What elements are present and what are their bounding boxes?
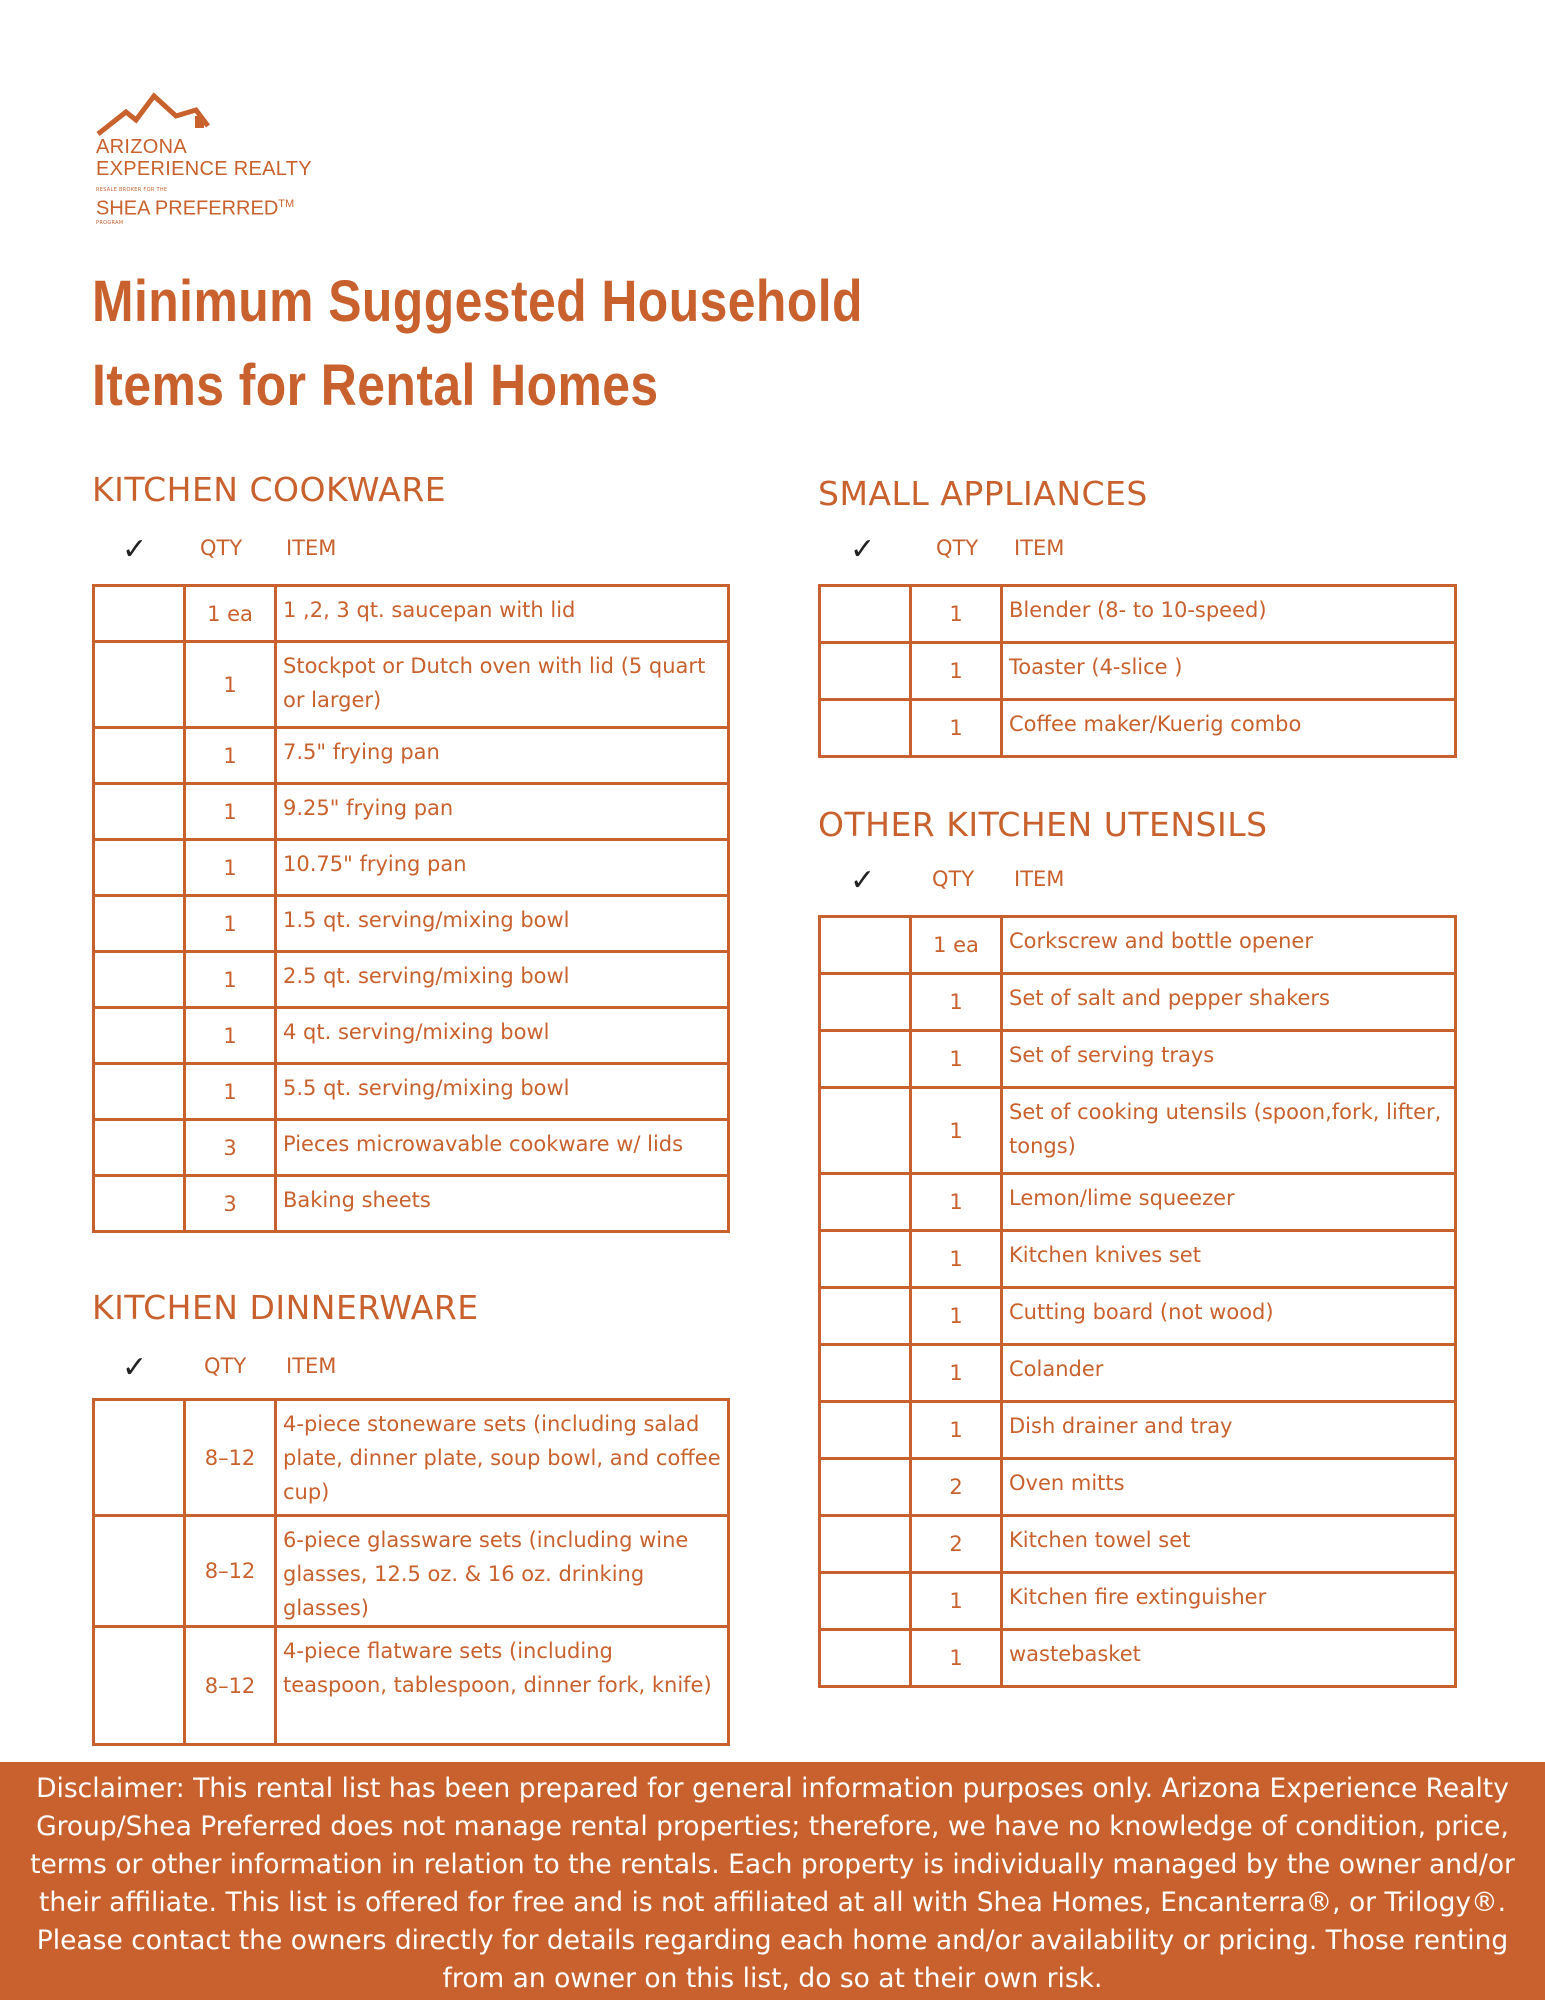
table-row [94, 1120, 729, 1176]
qty-cell: 1 [911, 1630, 1002, 1687]
section-small-appliances [818, 474, 1457, 740]
qty-cell: 8–12 [185, 1627, 276, 1745]
item-cell: 10.75" frying pan [276, 840, 729, 896]
table-row [94, 784, 729, 840]
qty-cell: 1 [185, 642, 276, 728]
table-row [820, 1231, 1456, 1288]
qty-cell: 1 [911, 1174, 1002, 1231]
table-row [94, 896, 729, 952]
qty-cell: 1 [911, 1573, 1002, 1630]
table-row [820, 643, 1456, 700]
table-row [820, 1402, 1456, 1459]
column-headers [818, 863, 1457, 898]
checkbox-cell[interactable] [94, 1120, 185, 1176]
item-cell: 1 ,2, 3 qt. saucepan with lid [276, 586, 729, 642]
table-row [820, 974, 1456, 1031]
checkmark-icon: ✓ [122, 1350, 148, 1385]
item-cell: wastebasket [1002, 1630, 1456, 1687]
cookware-table [92, 584, 730, 1233]
item-header: ITEM [286, 536, 337, 560]
qty-cell: 1 [185, 1064, 276, 1120]
qty-header: QTY [204, 1354, 247, 1378]
qty-cell: 1 [911, 1031, 1002, 1088]
checkbox-cell[interactable] [820, 1174, 911, 1231]
table-row [820, 1088, 1456, 1174]
qty-cell: 1 [911, 1231, 1002, 1288]
checkbox-cell[interactable] [94, 896, 185, 952]
table-row [94, 952, 729, 1008]
item-cell: Cutting board (not wood) [1002, 1288, 1456, 1345]
item-cell: 4-piece flatware sets (including teaspoon, tablespoon, dinner fork, knife) [276, 1627, 729, 1745]
logo-shea-preferred: SHEA PREFERRED™ [96, 197, 295, 220]
logo-line-arizona: ARIZONA [96, 136, 187, 158]
section-kitchen-cookware [92, 470, 730, 1216]
table-row [94, 642, 729, 728]
item-cell: Corkscrew and bottle opener [1002, 917, 1456, 974]
qty-cell: 1 ea [185, 586, 276, 642]
item-cell: 2.5 qt. serving/mixing bowl [276, 952, 729, 1008]
qty-cell: 1 [185, 952, 276, 1008]
table-row [820, 1345, 1456, 1402]
table-row [94, 840, 729, 896]
checkbox-cell[interactable] [94, 952, 185, 1008]
qty-cell: 1 [185, 728, 276, 784]
qty-cell: 1 [911, 700, 1002, 757]
utensils-table [818, 915, 1457, 1688]
item-cell: 9.25" frying pan [276, 784, 729, 840]
checkbox-cell[interactable] [820, 1630, 911, 1687]
table-row [820, 700, 1456, 757]
checkbox-cell[interactable] [820, 1402, 911, 1459]
checkbox-cell[interactable] [820, 1288, 911, 1345]
checkmark-icon: ✓ [850, 863, 876, 898]
qty-cell: 2 [911, 1516, 1002, 1573]
item-cell: 7.5" frying pan [276, 728, 729, 784]
section-other-kitchen-utensils [818, 805, 1457, 1670]
checkbox-cell[interactable] [820, 1573, 911, 1630]
checkbox-cell[interactable] [94, 1400, 185, 1516]
qty-cell: 1 [911, 1345, 1002, 1402]
item-cell: Oven mitts [1002, 1459, 1456, 1516]
section-heading: SMALL APPLIANCES [818, 474, 1148, 513]
table-row [820, 1031, 1456, 1088]
checkbox-cell[interactable] [820, 1516, 911, 1573]
item-cell: Coffee maker/Kuerig combo [1002, 700, 1456, 757]
item-cell: 4 qt. serving/mixing bowl [276, 1008, 729, 1064]
qty-cell: 1 ea [911, 917, 1002, 974]
item-cell: 5.5 qt. serving/mixing bowl [276, 1064, 729, 1120]
checkbox-cell[interactable] [820, 1345, 911, 1402]
checkbox-cell[interactable] [94, 1064, 185, 1120]
section-heading: OTHER KITCHEN UTENSILS [818, 805, 1268, 844]
item-cell: Kitchen fire extinguisher [1002, 1573, 1456, 1630]
checkbox-cell[interactable] [94, 840, 185, 896]
qty-header: QTY [200, 536, 243, 560]
item-header: ITEM [1014, 536, 1065, 560]
item-header: ITEM [1014, 867, 1065, 891]
qty-cell: 1 [911, 586, 1002, 643]
checkbox-cell[interactable] [94, 586, 185, 642]
qty-cell: 1 [911, 1288, 1002, 1345]
item-cell: Colander [1002, 1345, 1456, 1402]
qty-cell: 1 [185, 896, 276, 952]
qty-cell: 1 [911, 1402, 1002, 1459]
table-row [820, 586, 1456, 643]
qty-header: QTY [936, 536, 979, 560]
table-row [94, 1400, 729, 1516]
item-cell: Stockpot or Dutch oven with lid (5 quart or larger) [276, 642, 729, 728]
disclaimer-banner: Disclaimer: This rental list has been prepared for general information purposes only. Arizona Experience Realty Group/Shea Preferred does not manage rental properties; therefore, we have no knowledge of condition, price, terms or other information in relation to the rentals. Each property is individually managed by the owner and/or their affiliate. This list is offered for free and is not affiliated at all with Shea Homes, Encanterra®, or Trilogy®. Please contact the owners directly for details regarding each home and/or availability or pricing. Those renting from an owner on this list, do so at their own risk. [0, 1762, 1545, 2000]
table-row [820, 1630, 1456, 1687]
qty-cell: 3 [185, 1120, 276, 1176]
table-row [820, 1174, 1456, 1231]
qty-cell: 1 [185, 1008, 276, 1064]
logo-small-bottom: PROGRAM [96, 219, 124, 226]
qty-header: QTY [932, 867, 975, 891]
table-row [94, 1516, 729, 1627]
qty-cell: 3 [185, 1176, 276, 1232]
qty-cell: 8–12 [185, 1516, 276, 1627]
checkbox-cell[interactable] [94, 728, 185, 784]
item-cell: Set of salt and pepper shakers [1002, 974, 1456, 1031]
table-row [820, 917, 1456, 974]
table-row [94, 586, 729, 642]
checkbox-cell[interactable] [820, 1031, 911, 1088]
checkmark-icon: ✓ [122, 532, 148, 567]
item-cell: Set of cooking utensils (spoon,fork, lifter, tongs) [1002, 1088, 1456, 1174]
item-cell: 6-piece glassware sets (including wine glasses, 12.5 oz. & 16 oz. drinking glasses) [276, 1516, 729, 1627]
dinnerware-table [92, 1398, 730, 1746]
table-row [820, 1573, 1456, 1630]
table-row [820, 1516, 1456, 1573]
table-row [820, 1459, 1456, 1516]
checkbox-cell[interactable] [820, 974, 911, 1031]
item-cell: Pieces microwavable cookware w/ lids [276, 1120, 729, 1176]
item-cell: Baking sheets [276, 1176, 729, 1232]
item-cell: Kitchen knives set [1002, 1231, 1456, 1288]
item-cell: 1.5 qt. serving/mixing bowl [276, 896, 729, 952]
table-row [94, 1008, 729, 1064]
logo-line-experience-realty: EXPERIENCE REALTY [96, 158, 312, 180]
checkbox-cell[interactable] [94, 1516, 185, 1627]
appliances-table [818, 584, 1457, 758]
item-cell: Toaster (4-slice ) [1002, 643, 1456, 700]
qty-cell: 2 [911, 1459, 1002, 1516]
qty-cell: 8–12 [185, 1400, 276, 1516]
qty-cell: 1 [911, 1088, 1002, 1174]
item-cell: Blender (8- to 10-speed) [1002, 586, 1456, 643]
qty-cell: 1 [185, 784, 276, 840]
company-logo [96, 90, 386, 227]
checkbox-cell[interactable] [94, 784, 185, 840]
column-headers [92, 532, 730, 567]
checkbox-cell[interactable] [820, 917, 911, 974]
qty-cell: 1 [911, 643, 1002, 700]
table-row [94, 1064, 729, 1120]
page-title: Minimum Suggested Household Items for Rental Homes [92, 269, 863, 418]
mountain-roof-icon [96, 90, 216, 136]
item-cell: 4-piece stoneware sets (including salad plate, dinner plate, soup bowl, and coffee cup) [276, 1400, 729, 1516]
item-cell: Set of serving trays [1002, 1031, 1456, 1088]
checkbox-cell[interactable] [94, 642, 185, 728]
item-cell: Dish drainer and tray [1002, 1402, 1456, 1459]
logo-small-top: RESALE BROKER FOR THE [96, 187, 168, 193]
qty-cell: 1 [911, 974, 1002, 1031]
section-heading: KITCHEN COOKWARE [92, 470, 447, 509]
table-row [94, 1176, 729, 1232]
item-header: ITEM [286, 1354, 337, 1378]
checkbox-cell[interactable] [94, 1176, 185, 1232]
table-row [820, 1288, 1456, 1345]
qty-cell: 1 [185, 840, 276, 896]
column-headers [92, 1350, 730, 1385]
checkbox-cell[interactable] [820, 1231, 911, 1288]
item-cell: Lemon/lime squeezer [1002, 1174, 1456, 1231]
item-cell: Kitchen towel set [1002, 1516, 1456, 1573]
checkbox-cell[interactable] [820, 1459, 911, 1516]
checkbox-cell[interactable] [820, 700, 911, 757]
table-row [94, 728, 729, 784]
checkbox-cell[interactable] [94, 1008, 185, 1064]
column-headers [818, 532, 1457, 567]
checkbox-cell[interactable] [820, 643, 911, 700]
section-heading: KITCHEN DINNERWARE [92, 1288, 479, 1327]
checkbox-cell[interactable] [820, 1088, 911, 1174]
checkbox-cell[interactable] [820, 586, 911, 643]
checkmark-icon: ✓ [850, 532, 876, 567]
table-row [94, 1627, 729, 1745]
checkbox-cell[interactable] [94, 1627, 185, 1745]
section-kitchen-dinnerware [92, 1288, 730, 1698]
